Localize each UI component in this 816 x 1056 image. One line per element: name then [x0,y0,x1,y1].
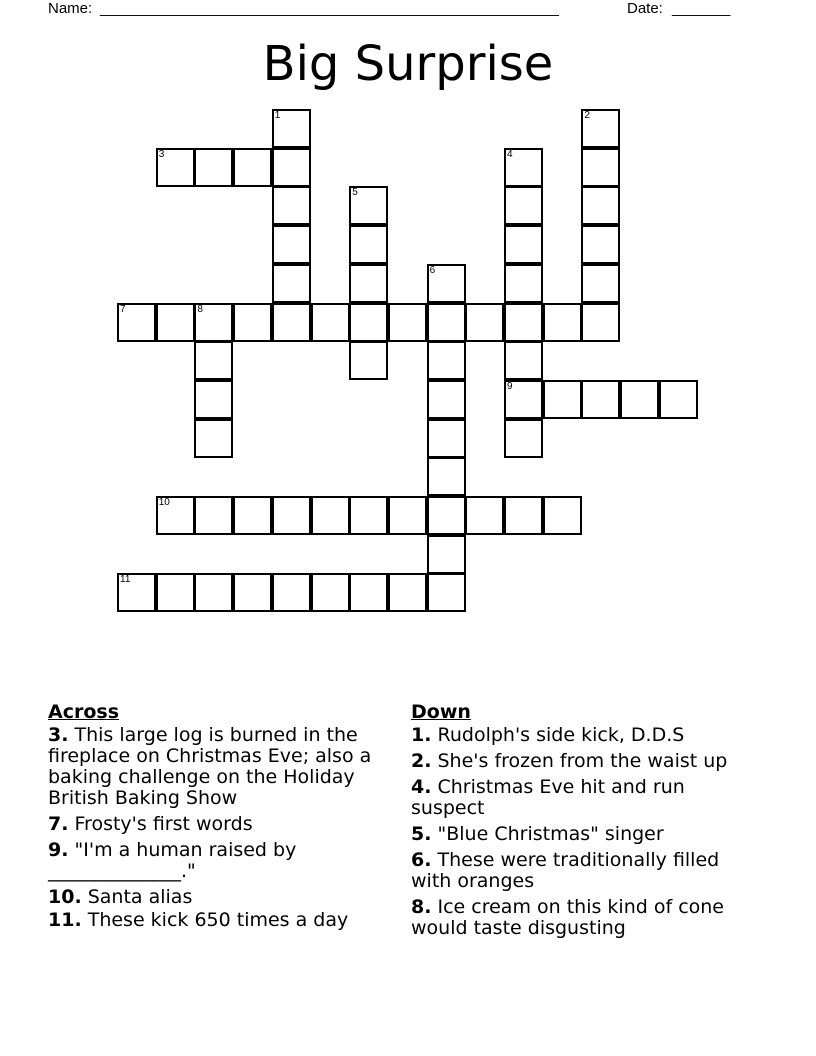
grid-cell[interactable] [349,573,388,612]
grid-cell[interactable] [427,303,466,342]
down-clues [411,702,756,944]
grid-cell[interactable] [581,225,620,264]
cell-number: 1 [274,110,281,121]
grid-cell[interactable] [427,341,466,380]
grid-cell[interactable] [504,186,543,225]
cell-number: 9 [507,380,513,392]
cell-number: 2 [584,110,590,121]
grid-cell[interactable] [388,496,427,535]
grid-cell-4[interactable] [504,148,543,187]
grid-cell-1[interactable] [272,109,311,148]
grid-cell[interactable] [427,573,466,612]
clue-across-9 [48,840,393,882]
grid-cell[interactable] [311,303,350,342]
grid-cell[interactable] [349,225,388,264]
grid-cell[interactable] [388,573,427,612]
grid-cell[interactable] [659,380,698,419]
clue-text: This large log is burned in the fireplace on Christmas Eve; also a baking challenge on the Holiday British Baking Show [48,724,372,809]
cell-number: 8 [197,303,203,315]
grid-cell[interactable] [194,496,233,535]
grid-cell[interactable] [194,380,233,419]
grid-cell[interactable] [272,225,311,264]
grid-cell[interactable] [465,496,504,535]
grid-cell[interactable] [504,264,543,303]
date-field[interactable]: _______ [672,0,731,17]
grid-cell[interactable] [156,303,195,342]
grid-cell[interactable] [349,264,388,303]
clue-number: 10. [48,886,82,908]
grid-cell[interactable] [349,496,388,535]
grid-cell[interactable] [156,573,195,612]
grid-cell[interactable] [427,380,466,419]
clue-down-1 [411,725,756,746]
grid-cell[interactable] [427,496,466,535]
grid-cell[interactable] [543,496,582,535]
clue-number: 11. [48,909,82,931]
grid-cell[interactable] [311,573,350,612]
grid-cell[interactable] [272,496,311,535]
clue-number: 8. [411,896,432,918]
clue-across-3 [48,725,393,809]
grid-cell[interactable] [194,341,233,380]
clue-text: Ice cream on this kind of cone would taste disgusting [411,896,724,939]
grid-cell[interactable] [427,535,466,574]
grid-cell-5[interactable] [349,186,388,225]
clue-across-7 [48,814,393,835]
clue-down-6 [411,850,756,892]
grid-cell[interactable] [233,148,272,187]
grid-cell-3[interactable] [156,148,195,187]
clue-number: 7. [48,813,69,835]
clue-number: 4. [411,776,432,798]
clue-text: "Blue Christmas" singer [437,823,664,845]
grid-cell[interactable] [504,303,543,342]
clue-across-11 [48,910,393,931]
grid-cell[interactable] [272,264,311,303]
grid-cell[interactable] [504,341,543,380]
name-field[interactable]: _______________________________________________________ [100,0,559,17]
grid-cell[interactable] [311,496,350,535]
grid-cell[interactable] [465,303,504,342]
grid-cell-7[interactable] [117,303,156,342]
puzzle-title: Big Surprise [262,36,554,92]
grid-cell[interactable] [543,380,582,419]
grid-cell[interactable] [272,303,311,342]
clue-text: "I'm a human raised by ______________." [48,839,297,882]
cell-number: 7 [120,303,126,315]
grid-cell[interactable] [349,303,388,342]
grid-cell[interactable] [272,573,311,612]
clue-down-8 [411,897,756,939]
clue-text: These were traditionally filled with oranges [411,849,720,892]
clue-down-4 [411,777,756,819]
clue-down-2 [411,751,756,772]
cell-number: 5 [352,187,358,199]
grid-cell[interactable] [194,148,233,187]
grid-cell[interactable] [504,419,543,458]
clue-text: She's frozen from the waist up [437,750,728,772]
grid-cell[interactable] [504,496,543,535]
clue-text: Christmas Eve hit and run suspect [411,776,685,819]
grid-cell[interactable] [272,148,311,187]
clue-across-10 [48,887,393,908]
clue-down-5 [411,824,756,845]
clue-text: These kick 650 times a day [87,909,349,931]
grid-cell-11[interactable] [117,573,156,612]
grid-cell[interactable] [581,303,620,342]
down-heading: Down [411,701,471,723]
grid-cell[interactable] [233,496,272,535]
grid-cell[interactable] [543,303,582,342]
clue-text: Santa alias [87,886,193,908]
grid-cell[interactable] [233,303,272,342]
cell-number: 4 [507,148,513,160]
grid-cell-2[interactable] [581,109,620,148]
cell-number: 3 [158,148,165,160]
grid-cell-8[interactable] [194,303,233,342]
cell-number: 10 [158,497,170,508]
date-label: Date: [627,0,663,17]
clue-number: 9. [48,839,69,861]
grid-cell[interactable] [581,186,620,225]
grid-cell[interactable] [427,457,466,496]
clue-number: 1. [411,724,432,746]
clue-text: Frosty's first words [74,813,253,835]
clue-number: 5. [411,823,432,845]
clue-text: Rudolph's side kick, D.D.S [437,724,685,746]
grid-cell[interactable] [272,186,311,225]
grid-cell[interactable] [194,573,233,612]
grid-cell-10[interactable] [156,496,195,535]
across-clues [48,702,393,936]
cell-number: 6 [429,264,436,276]
across-heading: Across [48,701,120,723]
clue-number: 6. [411,849,432,871]
grid-cell[interactable] [388,303,427,342]
name-label: Name: [48,0,93,17]
grid-cell[interactable] [427,419,466,458]
grid-cell[interactable] [581,148,620,187]
grid-cell[interactable] [233,573,272,612]
cell-number: 11 [120,574,131,586]
grid-cell-6[interactable] [427,264,466,303]
grid-cell[interactable] [349,341,388,380]
grid-cell[interactable] [194,419,233,458]
clue-number: 3. [48,724,69,746]
grid-cell[interactable] [620,380,659,419]
grid-cell[interactable] [581,380,620,419]
grid-cell-9[interactable] [504,380,543,419]
grid-cell[interactable] [581,264,620,303]
grid-cell[interactable] [504,225,543,264]
clue-number: 2. [411,750,432,772]
